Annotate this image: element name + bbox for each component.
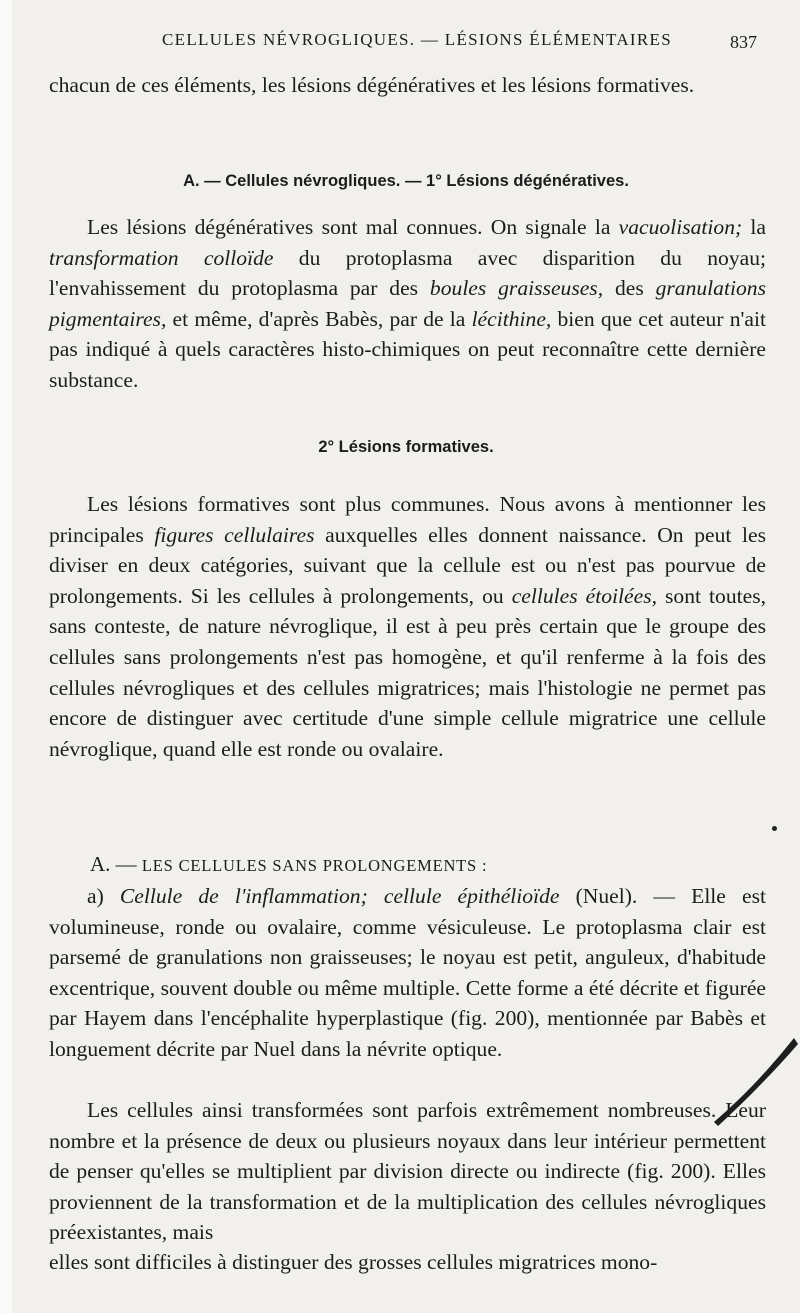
intro-paragraph: chacun de ces éléments, les lésions dégénératives et les lésions formatives. — [49, 73, 695, 97]
term-figures-cellulaires: figures cellulaires — [154, 522, 315, 547]
text-span: a) — [87, 884, 120, 908]
text-span: Les lésions formatives sont plus communes. Nous avons à mentionner les principales — [49, 492, 766, 547]
heading-prefix: A. — — [90, 852, 142, 876]
last-line: elles sont difficiles à distinguer des grosses cellules migratrices mono- — [49, 1250, 658, 1274]
term-granulations-pigmentaires: granulations pigmentaires, — [49, 276, 766, 331]
term-cellules-etoilees: cellules étoilées, — [511, 583, 658, 608]
text-span: sont toutes, sans conteste, de nature névroglique, il est à peu près certain que le groupe des cellules sans prolongements n'est pas homogène, et qu'il renferme à la fois des cellules névrogliques et des cellules migratrices; mais l'histologie ne permet pas encore de distinguer avec certitude d'une simple cellule migratrice une cellule névroglique, quand elle est ronde ou ovalaire. — [49, 583, 767, 761]
formative-paragraph — [49, 489, 766, 764]
page-number: 837 — [730, 32, 757, 52]
text-span: (Nuel). — Elle est volumineuse, ronde ou ovalaire, comme vésiculeuse. Le protoplasma clair est parsemé de granulations non graisseuses; le noyau est petit, anguleux, d'habitude excentrique, souvent double ou même multiple. Cette forme a été décrite et figurée par Hayem dans l'encéphalite hyperplastique (fig. 200), mentionnée par Babès et longuement décrite par Nuel dans la névrite optique. — [49, 884, 766, 1061]
section-heading-degenerative: A. — Cellules névrogliques. — 1° Lésions dégénératives. — [183, 172, 629, 190]
running-head-title: CELLULES NÉVROGLIQUES. — LÉSIONS ÉLÉMENTAIRES — [162, 30, 672, 49]
text-span: bien que cet auteur n'ait pas indiqué à quels caractères histo-chimiques on peut reconnaître cette dernière substance. — [49, 306, 766, 392]
text-span: la — [742, 215, 767, 239]
term-transformation-colloide: transformation colloïde — [49, 245, 274, 270]
text-span: du protoplasma avec disparition du noyau; l'envahissement du protoplasma par des — [49, 245, 766, 301]
inflammation-cell-paragraph — [49, 881, 766, 1065]
section-heading-formative: 2° Lésions formatives. — [318, 438, 494, 456]
cells-without-processes-heading — [90, 852, 487, 877]
ink-speck — [772, 826, 777, 831]
text-span: auxquelles elles donnent naissance. On peut les diviser en deux catégories, suivant que la cellule est ou n'est pas pourvue de prolongements. Si les cellules à prolongements, ou — [49, 522, 766, 608]
transformed-cells-paragraph: Les cellules ainsi transformées sont parfois extrêmement nombreuses. Leur nombre et la présence de deux ou plusieurs noyaux dans leur intérieur permettent de penser qu'elles se multiplient par division directe ou indirecte (fig. 200). Elles proviennent de la transformation et de la multiplication des cellules névrogliques préexistantes, mais — [49, 1098, 766, 1245]
text-span: des — [603, 276, 656, 301]
term-boules-graisseuses: boules graisseuses, — [429, 276, 604, 301]
degenerative-paragraph — [49, 212, 766, 396]
running-head — [12, 30, 800, 60]
heading-label: LES CELLULES SANS PROLONGEMENTS : — [141, 856, 488, 875]
text-span: Les lésions dégénératives sont mal connues. On signale la — [87, 215, 619, 239]
term-vacuolisation: vacuolisation; — [618, 215, 743, 239]
term-cellule-inflammation: Cellule de l'inflammation; cellule épithélioïde — [119, 884, 560, 908]
text-span: et même, d'après Babès, par de la — [166, 306, 472, 331]
pen-stroke-mark — [712, 1030, 800, 1130]
term-lecithine: lécithine, — [471, 306, 552, 331]
